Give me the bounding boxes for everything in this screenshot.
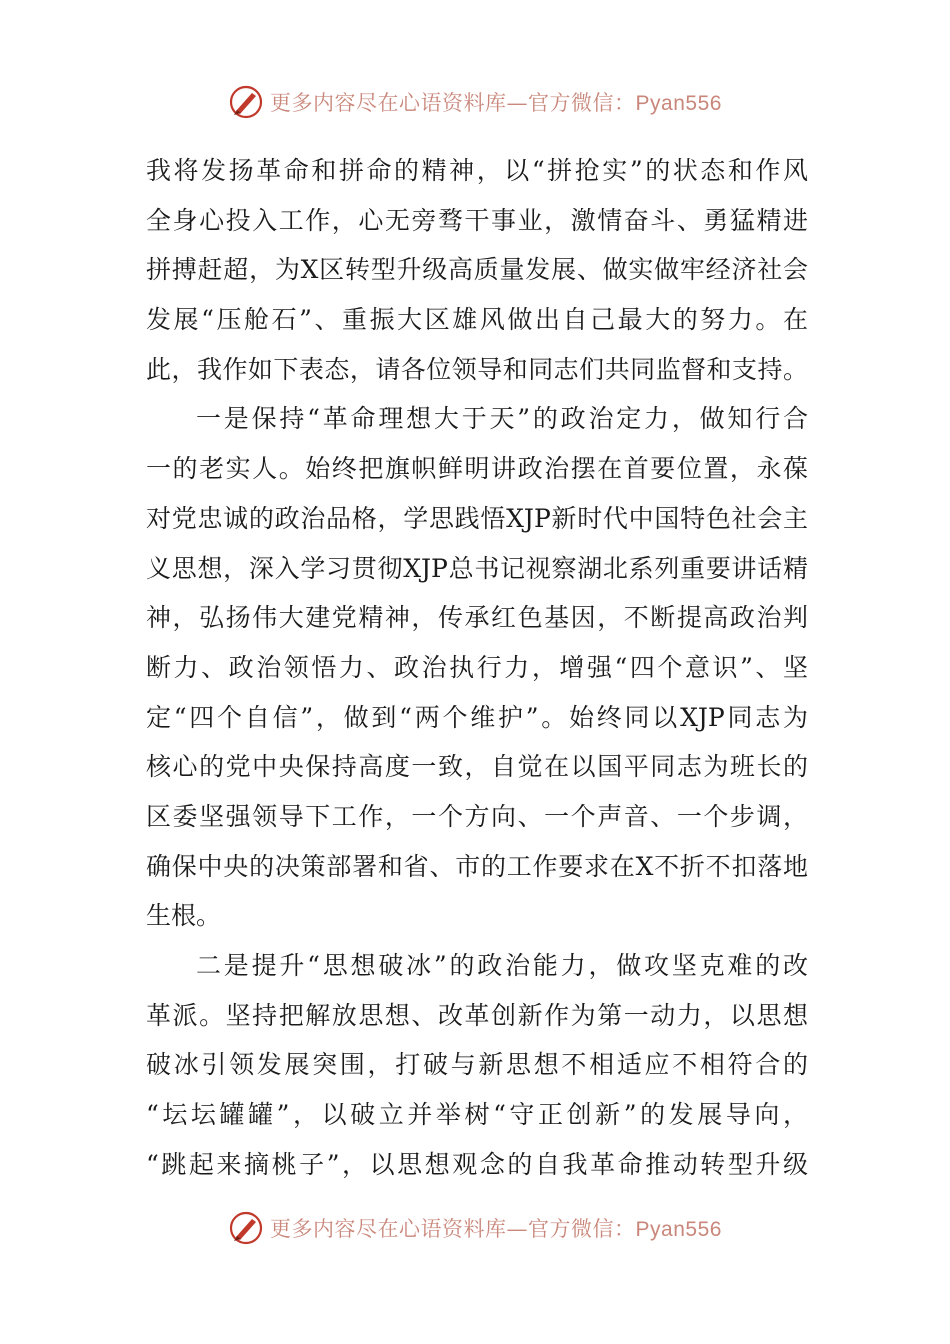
text-line: “跳起来摘桃子”，以思想观念的自我革命推动转型升级 [146, 1149, 808, 1179]
text-line: 此，我作如下表态，请各位领导和同志们共同监督和支持。 [146, 354, 808, 384]
text-line: 神，弘扬伟大建党精神，传承红色基因，不断提高政治判 [146, 603, 808, 633]
watermark-text [270, 1213, 722, 1243]
text-line: 拼搏赶超，为X区转型升级高质量发展、做实做牢经济社会 [146, 255, 808, 285]
text-line: 二是提升“思想破冰”的政治能力，做攻坚克难的改 [196, 951, 808, 980]
text-line: 核心的党中央保持高度一致，自觉在以国平同志为班长的 [146, 752, 808, 782]
text-line: 一的老实人。始终把旗帜鲜明讲政治摆在首要位置，永葆 [146, 454, 808, 484]
text-line: 区委坚强领导下工作，一个方向、一个声音、一个步调， [146, 801, 808, 831]
text-line: 生根。 [146, 901, 222, 931]
text-line: 定“四个自信”，做到“两个维护”。始终同以XJP同志为 [146, 702, 808, 732]
text-line: 发展“压舱石”、重振大区雄风做出自己最大的努力。在 [146, 305, 808, 335]
paragraph [146, 941, 808, 1189]
header-watermark [0, 82, 950, 122]
text-line: 我将发扬革命和拼命的精神，以“拼抢实”的状态和作风 [146, 156, 808, 185]
watermark-text [270, 87, 722, 117]
text-line: 确保中央的决策部署和省、市的工作要求在X不折不扣落地 [146, 851, 808, 881]
watermark-prefix: 更多内容尽在心语资料库—官方微信： [270, 91, 636, 115]
paragraph [146, 146, 808, 394]
watermark-prefix: 更多内容尽在心语资料库—官方微信： [270, 1217, 636, 1241]
document-body [146, 146, 808, 1189]
pen-circle-icon [228, 1210, 264, 1246]
text-line: 义思想，深入学习贯彻XJP总书记视察湖北系列重要讲话精 [146, 553, 808, 583]
watermark-account: Pyan556 [635, 92, 722, 115]
footer-watermark [0, 1208, 950, 1248]
text-line: 对党忠诚的政治品格，学思践悟XJP新时代中国特色社会主 [146, 503, 808, 533]
paragraph [146, 394, 808, 941]
pen-circle-icon [228, 84, 264, 120]
text-line: “坛坛罐罐”，以破立并举树“守正创新”的发展导向， [146, 1100, 808, 1130]
text-line: 一是保持“革命理想大于天”的政治定力，做知行合 [196, 404, 808, 434]
text-line: 全身心投入工作，心无旁骛干事业，激情奋斗、勇猛精进 [146, 205, 808, 235]
text-line: 革派。坚持把解放思想、改革创新作为第一动力，以思想 [146, 1000, 808, 1030]
text-line: 断力、政治领悟力、政治执行力，增强“四个意识”、坚 [146, 652, 808, 682]
text-line: 破冰引领发展突围，打破与新思想不相适应不相符合的 [146, 1050, 808, 1080]
watermark-account: Pyan556 [635, 1218, 722, 1241]
